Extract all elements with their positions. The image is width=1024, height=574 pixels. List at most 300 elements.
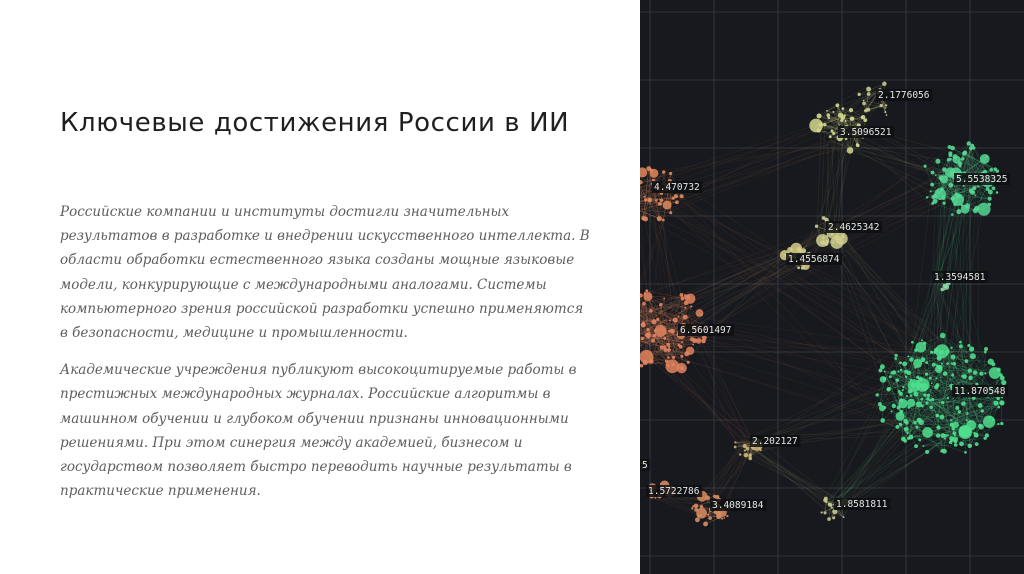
- network-node: [759, 448, 761, 450]
- network-node: [929, 377, 932, 380]
- network-node: [743, 444, 747, 448]
- network-node: [866, 109, 869, 112]
- network-node: [921, 339, 923, 341]
- network-node: [925, 372, 928, 375]
- network-node: [842, 107, 845, 110]
- network-node: [797, 247, 801, 251]
- network-node: [692, 338, 697, 343]
- network-node: [831, 507, 833, 509]
- network-node: [896, 412, 905, 421]
- network-node: [937, 425, 941, 429]
- network-node: [931, 171, 935, 175]
- cluster-label-text: 3.4089184: [712, 500, 764, 511]
- network-node: [996, 397, 1000, 401]
- network-node: [936, 377, 938, 379]
- network-node: [965, 359, 969, 363]
- network-node: [721, 518, 723, 520]
- network-node: [809, 119, 823, 133]
- network-node: [944, 438, 946, 440]
- network-node: [643, 360, 648, 365]
- cluster-label: [838, 126, 894, 138]
- network-node: [960, 427, 963, 430]
- network-node: [935, 174, 937, 176]
- network-node: [669, 172, 672, 175]
- network-node: [876, 393, 879, 396]
- network-edge: [757, 451, 842, 502]
- network-node: [641, 216, 645, 220]
- network-node: [931, 202, 934, 205]
- network-node: [936, 364, 939, 367]
- network-node: [680, 194, 684, 198]
- network-node: [832, 241, 834, 243]
- network-node: [899, 423, 902, 426]
- network-node: [648, 199, 652, 203]
- network-node: [680, 293, 684, 297]
- network-node: [716, 514, 721, 519]
- network-node: [947, 158, 951, 162]
- network-node: [914, 366, 916, 368]
- network-node: [665, 359, 679, 373]
- network-node: [984, 437, 987, 440]
- network-node: [897, 370, 899, 372]
- network-node: [969, 346, 974, 351]
- network-node: [936, 434, 940, 438]
- network-node: [640, 364, 643, 368]
- network-node: [669, 211, 672, 214]
- network-edge: [682, 190, 967, 342]
- network-node: [683, 315, 688, 320]
- network-node: [950, 347, 952, 349]
- network-node: [956, 194, 961, 199]
- network-node: [655, 199, 658, 202]
- network-node: [948, 183, 953, 188]
- network-node: [681, 341, 683, 343]
- network-node: [894, 357, 897, 360]
- network-node: [935, 159, 940, 164]
- network-node: [988, 189, 993, 194]
- network-node: [841, 115, 845, 119]
- network-node: [657, 216, 662, 221]
- network-node: [984, 351, 987, 354]
- network-node: [970, 190, 975, 195]
- network-node: [901, 437, 906, 442]
- network-node: [640, 180, 643, 184]
- network-node: [988, 203, 991, 206]
- network-node: [825, 501, 827, 503]
- network-node: [989, 416, 992, 419]
- network-node: [896, 425, 900, 429]
- network-node: [894, 354, 897, 357]
- cluster-label-text: 1.3594581: [934, 272, 986, 283]
- network-node: [978, 424, 982, 428]
- cluster-label: [750, 435, 800, 447]
- network-node: [826, 240, 829, 243]
- network-edge: [669, 141, 836, 209]
- network-graph-image: [640, 0, 1024, 574]
- network-edge: [824, 87, 867, 111]
- network-node: [691, 507, 693, 509]
- network-node: [659, 202, 662, 205]
- network-node: [843, 516, 845, 518]
- network-node: [966, 420, 976, 430]
- network-node: [941, 433, 946, 438]
- network-node: [889, 375, 892, 378]
- network-node: [992, 186, 996, 190]
- network-node: [884, 371, 886, 373]
- network-node: [970, 148, 972, 150]
- network-node: [984, 347, 988, 351]
- network-edge: [649, 147, 825, 176]
- cluster-label-text: 6.5601497: [680, 325, 732, 336]
- network-node: [967, 141, 971, 145]
- network-node: [643, 196, 645, 198]
- network-node: [832, 111, 834, 113]
- network-node: [649, 309, 653, 313]
- network-node: [660, 345, 664, 349]
- network-node: [834, 235, 839, 240]
- cluster-label: [646, 485, 702, 497]
- network-node: [902, 389, 904, 391]
- network-node: [968, 376, 972, 380]
- network-node: [916, 376, 919, 379]
- cluster-label: [952, 385, 1008, 397]
- network-node: [845, 138, 847, 140]
- network-node: [668, 346, 670, 348]
- network-node: [947, 434, 949, 436]
- network-node: [695, 517, 700, 522]
- network-edge: [754, 442, 827, 506]
- network-node: [929, 399, 931, 401]
- network-node: [978, 403, 983, 408]
- network-node: [902, 386, 904, 388]
- network-node: [651, 319, 656, 324]
- network-node: [685, 307, 687, 309]
- network-node: [897, 406, 901, 410]
- cluster-label-text: 2.202127: [752, 436, 798, 447]
- cluster-label-text: 3.5096521: [840, 127, 892, 138]
- network-node: [662, 170, 665, 173]
- network-edge: [825, 140, 847, 232]
- network-node: [936, 414, 939, 417]
- network-node: [850, 117, 854, 121]
- cluster-label-text: 5: [642, 460, 648, 471]
- network-node: [911, 341, 914, 344]
- network-node: [979, 372, 983, 376]
- network-node: [969, 421, 971, 423]
- network-node: [906, 395, 908, 397]
- network-edge: [846, 144, 944, 199]
- network-node: [886, 114, 888, 116]
- network-node: [931, 382, 933, 384]
- network-node: [1000, 422, 1003, 425]
- network-node: [975, 442, 979, 446]
- network-node: [930, 351, 933, 354]
- cluster-label: [834, 498, 890, 510]
- network-node: [906, 432, 908, 434]
- network-node: [910, 394, 913, 397]
- network-node: [847, 147, 854, 154]
- network-node: [1001, 402, 1003, 404]
- network-edge: [683, 248, 792, 363]
- network-node: [675, 200, 679, 204]
- network-node: [913, 392, 918, 397]
- network-node: [950, 146, 955, 151]
- network-node: [968, 368, 972, 372]
- network-node: [816, 113, 821, 118]
- network-node: [887, 387, 891, 391]
- network-node: [935, 366, 942, 373]
- network-node: [916, 418, 921, 423]
- network-node: [925, 361, 928, 364]
- network-node: [857, 93, 860, 96]
- network-node: [900, 369, 903, 372]
- network-node: [940, 333, 946, 339]
- network-node: [892, 370, 896, 374]
- network-node: [902, 361, 907, 366]
- network-node: [696, 309, 704, 317]
- network-node: [973, 370, 978, 375]
- network-node: [973, 208, 978, 213]
- network-node: [941, 401, 944, 404]
- network-node: [827, 517, 831, 521]
- network-node: [690, 305, 692, 307]
- network-node: [885, 104, 887, 106]
- network-node: [641, 322, 646, 327]
- network-node: [941, 363, 943, 365]
- network-node: [827, 116, 830, 119]
- network-node: [667, 348, 671, 352]
- network-node: [659, 303, 663, 307]
- network-node: [959, 344, 963, 348]
- network-edge: [643, 347, 740, 436]
- network-node: [680, 355, 683, 358]
- network-node: [667, 356, 670, 359]
- network-node: [970, 353, 976, 359]
- network-node: [927, 394, 930, 397]
- network-edges: [640, 84, 1004, 524]
- network-node: [977, 185, 979, 187]
- network-node: [651, 339, 655, 343]
- network-node: [748, 454, 751, 457]
- network-node: [946, 362, 949, 365]
- cluster-label: [640, 459, 650, 471]
- network-node: [941, 449, 944, 452]
- network-node: [801, 267, 804, 270]
- network-node: [662, 219, 665, 222]
- network-node: [930, 183, 934, 187]
- network-edge: [698, 448, 740, 499]
- network-node: [996, 191, 999, 194]
- network-node: [922, 445, 924, 447]
- network-node: [961, 401, 965, 405]
- network-node: [963, 185, 965, 187]
- network-node: [921, 405, 924, 408]
- network-node: [925, 401, 928, 404]
- network-node: [708, 516, 712, 520]
- network-node: [914, 444, 918, 448]
- network-node: [942, 201, 945, 204]
- network-node: [959, 341, 962, 344]
- network-node: [962, 374, 967, 379]
- cluster-label-text: 1.4556874: [788, 254, 840, 265]
- network-node: [669, 319, 671, 321]
- network-node: [861, 115, 865, 119]
- network-node: [930, 190, 932, 192]
- network-node: [836, 103, 840, 107]
- cluster-label: [932, 271, 988, 283]
- network-node: [903, 419, 908, 424]
- network-node: [997, 368, 1001, 372]
- network-node: [940, 415, 945, 420]
- network-node: [645, 333, 649, 337]
- network-node: [882, 82, 886, 86]
- network-node: [822, 216, 826, 220]
- network-node: [892, 404, 896, 408]
- cluster-label-text: 11.870548: [954, 386, 1006, 397]
- network-node: [961, 205, 970, 214]
- cluster-label-text: 1.5722786: [648, 486, 700, 497]
- network-node: [832, 516, 835, 519]
- network-node: [911, 383, 916, 388]
- network-node: [744, 453, 749, 458]
- network-node: [880, 418, 885, 423]
- network-node: [925, 450, 929, 454]
- network-node: [905, 376, 907, 378]
- network-node: [904, 370, 908, 374]
- network-node: [663, 297, 665, 299]
- network-node: [787, 247, 793, 253]
- network-node: [974, 194, 976, 196]
- network-node: [899, 361, 902, 364]
- network-edge: [833, 430, 909, 506]
- network-node: [694, 504, 699, 509]
- network-node: [842, 235, 845, 238]
- network-node: [948, 151, 952, 155]
- network-edge: [681, 346, 756, 455]
- cluster-label-text: 5.5538325: [956, 174, 1008, 185]
- network-node: [734, 441, 736, 443]
- network-node: [992, 418, 994, 420]
- network-node: [674, 194, 678, 198]
- network-node: [826, 110, 828, 112]
- cluster-label: [954, 173, 1010, 185]
- network-node: [919, 383, 923, 387]
- network-node: [959, 441, 964, 446]
- cluster-label-text: 4.470732: [654, 182, 700, 193]
- network-node: [984, 372, 986, 374]
- network-node: [953, 422, 959, 428]
- network-node: [856, 144, 860, 148]
- network-node: [935, 383, 939, 387]
- network-node: [845, 120, 847, 122]
- network-node: [923, 394, 926, 397]
- cluster-label-text: 1.8581811: [836, 499, 888, 510]
- network-node: [884, 111, 886, 113]
- network-node: [744, 449, 746, 451]
- network-node: [931, 398, 934, 401]
- network-node: [908, 435, 913, 440]
- network-node: [672, 356, 675, 359]
- cluster-label: [652, 181, 702, 193]
- network-node: [993, 401, 998, 406]
- network-node: [920, 398, 923, 401]
- network-node: [660, 198, 664, 202]
- network-node: [962, 152, 966, 156]
- network-node: [945, 167, 955, 177]
- network-node: [1001, 380, 1006, 385]
- network-node: [642, 302, 646, 306]
- network-node: [820, 511, 822, 513]
- network-node: [915, 342, 926, 353]
- network-node: [797, 266, 800, 269]
- network-node: [656, 318, 659, 321]
- network-node: [670, 329, 675, 334]
- network-node: [829, 503, 833, 507]
- network-node: [829, 135, 832, 138]
- network-node: [890, 411, 892, 413]
- network-node: [951, 213, 953, 215]
- network-node: [981, 409, 984, 412]
- network-node: [910, 378, 912, 380]
- network-node: [867, 92, 871, 96]
- cluster-label: [710, 499, 766, 511]
- network-node: [956, 209, 961, 214]
- network-edge: [750, 452, 833, 498]
- network-node: [885, 107, 887, 109]
- network-node: [997, 423, 999, 425]
- network-node: [879, 405, 885, 411]
- network-node: [918, 438, 921, 441]
- network-node: [988, 197, 992, 201]
- network-node: [713, 495, 716, 498]
- network-node: [663, 201, 672, 210]
- network-node: [880, 376, 887, 383]
- cluster-label: [786, 253, 842, 265]
- network-node: [895, 378, 899, 382]
- network-node: [681, 296, 685, 300]
- cluster-label-text: 2.4625342: [828, 222, 880, 233]
- network-node: [951, 355, 956, 360]
- network-node: [680, 367, 683, 370]
- network-node: [988, 359, 994, 365]
- cluster-label: [826, 221, 882, 233]
- network-node: [994, 167, 998, 171]
- network-node: [947, 397, 949, 399]
- network-node: [923, 165, 926, 168]
- network-node: [961, 159, 963, 161]
- network-node: [687, 361, 690, 364]
- network-node: [646, 328, 649, 331]
- network-node: [703, 522, 708, 527]
- network-node: [880, 364, 885, 369]
- network-edge: [651, 147, 843, 209]
- network-node: [739, 453, 741, 455]
- paragraph-1: Российские компании и институты достигли значительных результатов в разработке и внедрении искусственного интеллекта. В области обработки естественного языка созданы мощные языковые модели, конкурирующие с международными аналогами. Системы компьютерного зрения российской разработки успешно применяются в безопасности, медицине и промышленности.: [60, 204, 590, 342]
- network-node: [907, 399, 915, 407]
- network-node: [654, 329, 657, 332]
- network-node: [915, 426, 918, 429]
- network-node: [734, 446, 737, 449]
- network-node: [964, 451, 967, 454]
- network-node: [990, 168, 994, 172]
- network-node: [686, 347, 694, 355]
- network-node: [644, 293, 646, 295]
- network-node: [955, 406, 959, 410]
- slide-title: Ключевые достижения России в ИИ: [60, 108, 570, 138]
- network-node: [644, 198, 647, 201]
- network-node: [880, 104, 883, 107]
- network-graph-canvas: [640, 0, 1024, 574]
